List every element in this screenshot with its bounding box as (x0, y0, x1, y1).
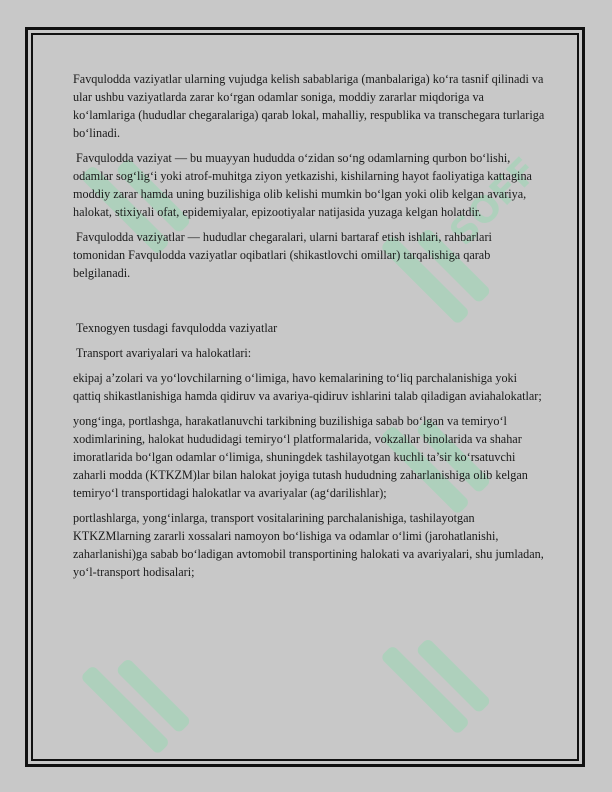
section-title: Texnogyen tusdagi favqulodda vaziyatlar (76, 321, 278, 335)
subsection-title: Transport avariyalari va halokatlari: (76, 346, 252, 360)
watermark-text: SOFF (442, 149, 546, 254)
list-item: portlashlarga, yong‘inlarga, transport vositalarining parchalanishiga, tashilayotgan KTKZMlarning zararli xossalari namoyon bo‘lishiga va odamlar o‘limi (jarohatlanishi, zaharlanishi)ga sabab bo‘ladigan avtomobil transportining halokati va avariyalari, shu jumladan, yo‘l-transport hodisalari; (73, 511, 544, 579)
list-item: yong‘inga, portlashga, harakatlanuvchi tarkibning buzilishiga sabab bo‘lgan va temiryo‘l xodimlarining, halokat hududidagi temiryo‘l platformalarida, vokzallar binolarida va shahar imoratlarida bo‘lgan odamlar o‘limiga, shuningdek tashilayotgan kuchli ta’sir ko‘rsatuvchi zaharli modda (KTKZM)lar bilan halokat joyiga tutash hududning zaharlanishiga olib kelgan temiryo‘l transportidagi halokatlar va avariyalar (ag‘darilishlar); (73, 414, 528, 500)
document-body (73, 70, 545, 588)
paragraph-scope: Favqulodda vaziyatlar — hududlar chegaralari, ularni bartaraf etish ishlari, rahbarlari tomonidan Favqulodda vaziyatlar oqibatlari (shikastlovchi omillar) tarqalishiga qarab belgilanadi. (73, 230, 492, 280)
list-item: ekipaj a’zolari va yo‘lovchilarning o‘limiga, havo kemalarining to‘liq parchalanishiga yoki qattiq shikastlanishiga hamda qidiruv va avariya-qidiruv ishlarini talab qiladigan aviahalokatlar; (73, 371, 542, 403)
paragraph-classification: Favqulodda vaziyatlar ularning vujudga kelish sabablariga (manbalariga) ko‘ra tasnif qilinadi va ular ushbu vaziyatlarda zarar ko‘rgan odamlar soniga, moddiy zararlar miqdoriga va ko‘lamlariga (hududlar chegaralariga) qarab lokal, mahalliy, respublika va transchegara turlariga bo‘linadi. (73, 72, 545, 140)
paragraph-definition: Favqulodda vaziyat — bu muayyan hududda o‘zidan so‘ng odamlarning qurbon bo‘lishi, odamlar sog‘lig‘i yoki atrof-muhitga ziyon yetkazishi, kishilarning hayot faoliyatiga kattagina moddiy zarar hamda uning buzilishiga olib kelishi mumkin bo‘lgan yoki olib kelgan avariya, halokat, stixiyali ofat, epidemiyalar, epizootiyalar natijasida yuzaga kelgan holatdir. (73, 151, 532, 219)
